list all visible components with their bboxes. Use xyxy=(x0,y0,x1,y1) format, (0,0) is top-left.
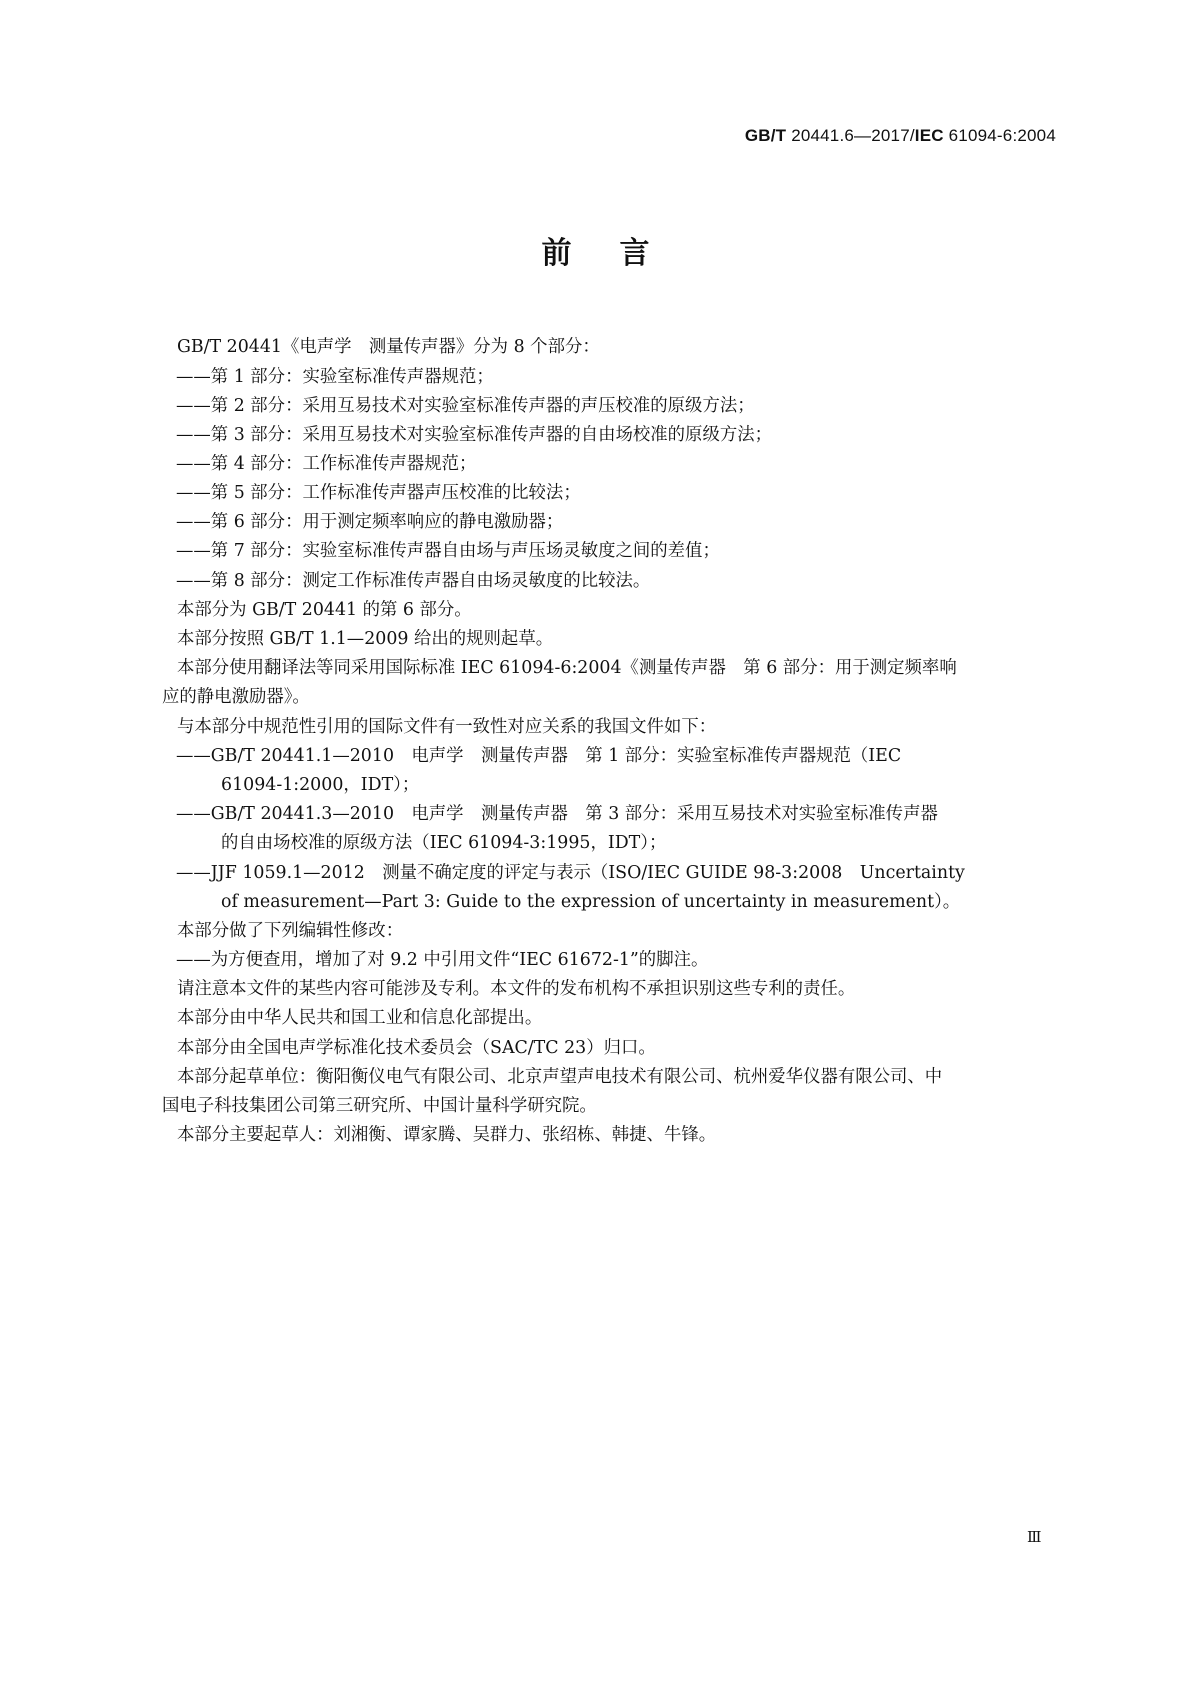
page-title xyxy=(0,228,1191,272)
list-item: ——GB/T 20441.3—2010 电声学 测量传声器 第 3 部分：采用互易技术对实验室标准传声器 xyxy=(176,804,938,824)
list-item: ——第 3 部分：采用互易技术对实验室标准传声器的自由场校准的原级方法； xyxy=(176,425,773,445)
title-char-1: 前 xyxy=(541,236,572,271)
header-code-number: 20441.6—2017/ xyxy=(786,126,915,145)
title-char-2: 言 xyxy=(619,236,650,271)
list-item-continuation: 的自由场校准的原级方法（IEC 61094-3:1995，IDT）； xyxy=(221,833,667,853)
header-iec-prefix: IEC xyxy=(914,126,944,145)
list-item: ——第 8 部分：测定工作标准传声器自由场灵敏度的比较法。 xyxy=(176,571,651,591)
paragraph-line: 请注意本文件的某些内容可能涉及专利。本文件的发布机构不承担识别这些专利的责任。 xyxy=(177,979,856,999)
standard-code-header xyxy=(745,126,1056,146)
page-number: Ⅲ xyxy=(1027,1528,1042,1546)
paragraph-line: 本部分为 GB/T 20441 的第 6 部分。 xyxy=(177,600,472,620)
list-item: ——第 1 部分：实验室标准传声器规范； xyxy=(176,367,494,387)
list-item: ——第 7 部分：实验室标准传声器自由场与声压场灵敏度之间的差值； xyxy=(176,541,720,561)
list-item: ——第 2 部分：采用互易技术对实验室标准传声器的声压校准的原级方法； xyxy=(176,396,755,416)
paragraph-line: 本部分使用翻译法等同采用国际标准 IEC 61094-6:2004《测量传声器 第 6 部分：用于测定频率响 xyxy=(177,658,957,678)
header-code-prefix: GB/T xyxy=(744,126,787,145)
list-item: ——GB/T 20441.1—2010 电声学 测量传声器 第 1 部分：实验室标准传声器规范（IEC xyxy=(176,746,902,766)
paragraph-line: 本部分由中华人民共和国工业和信息化部提出。 xyxy=(177,1008,543,1028)
paragraph-line: 本部分主要起草人：刘湘衡、谭家腾、吴群力、张绍栋、韩捷、牛锋。 xyxy=(177,1125,717,1145)
paragraph-line: 本部分做了下列编辑性修改： xyxy=(177,921,404,941)
paragraph-line: 应的静电激励器》。 xyxy=(162,687,310,707)
header-iec-number: 61094-6:2004 xyxy=(943,126,1056,145)
list-item: ——第 5 部分：工作标准传声器声压校准的比较法； xyxy=(176,483,581,503)
paragraph-line: 国电子科技集团公司第三研究所、中国计量科学研究院。 xyxy=(162,1096,597,1116)
list-item: ——第 6 部分：用于测定频率响应的静电激励器； xyxy=(176,512,564,532)
list-item-continuation: 61094-1:2000，IDT）； xyxy=(221,775,420,795)
paragraph-line: 本部分起草单位：衡阳衡仪电气有限公司、北京声望声电技术有限公司、杭州爱华仪器有限公司、中 xyxy=(177,1067,943,1087)
paragraph-line: 与本部分中规范性引用的国际文件有一致性对应关系的我国文件如下： xyxy=(177,717,717,737)
paragraph-line: GB/T 20441《电声学 测量传声器》分为 8 个部分： xyxy=(177,337,600,357)
list-item-continuation: of measurement—Part 3: Guide to the expression of uncertainty in measurement）。 xyxy=(221,892,961,912)
list-item: ——JJF 1059.1—2012 测量不确定度的评定与表示（ISO/IEC GUIDE 98-3:2008 Uncertainty xyxy=(176,863,965,883)
paragraph-line: 本部分由全国电声学标准化技术委员会（SAC/TC 23）归口。 xyxy=(177,1038,656,1058)
list-item: ——为方便查用，增加了对 9.2 中引用文件“IEC 61672-1”的脚注。 xyxy=(176,950,709,970)
list-item: ——第 4 部分：工作标准传声器规范； xyxy=(176,454,477,474)
paragraph-line: 本部分按照 GB/T 1.1—2009 给出的规则起草。 xyxy=(177,629,554,649)
